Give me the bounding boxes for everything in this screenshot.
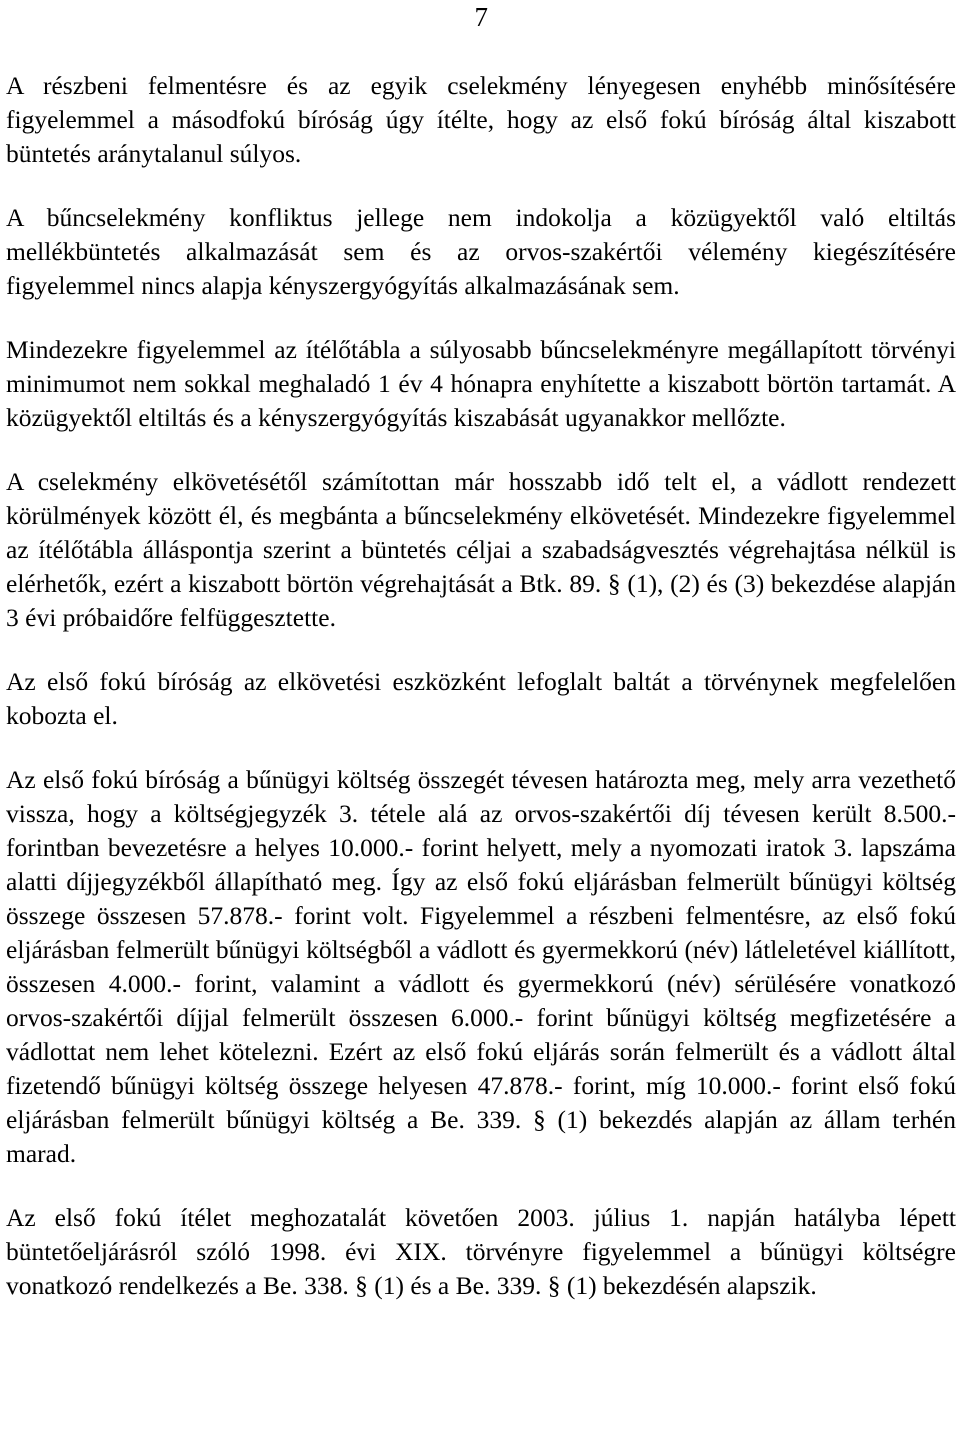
paragraph-sentence-reduction: Mindezekre figyelemmel az ítélőtábla a súlyosabb bűncselekményre megállapított törvényi minimumot nem sokkal meghaladó 1 év 4 hónapra enyhítette a kiszabott börtön tartamát. A közügyektől eltiltás és a kényszergyógyítás kiszabását ugyanakkor mellőzte. <box>6 335 956 432</box>
document-body <box>6 69 956 1333</box>
paragraph-confiscation: Az első fokú bíróság az elkövetési eszközként lefoglalt baltát a törvénynek megfelelően kobozta el. <box>6 667 956 730</box>
page-number: 7 <box>474 2 488 32</box>
paragraph-criminal-costs: Az első fokú bíróság a bűnügyi költség összegét tévesen határozta meg, mely arra vezethető vissza, hogy a költségjegyzék 3. tétele alá az orvos-szakértői díj tévesen került 8.500.- forintban bevezetésre a helyes 10.000.- forint helyett, mely a nyomozati iratok 3. lapszáma alatti díjjegyzékből állapítható meg. Így az első fokú eljárásban felmerült bűnügyi költség összege összesen 57.878.- forint volt. Figyelemmel a részbeni felmentésre, az első fokú eljárásban felmerült bűnügyi költségből a vádlott és gyermekkorú (név) látleletével kiállított, összesen 4.000.- forint, valamint a vádlott és gyermekkorú (név) sérülésére vonatkozó orvos-szakértői díjjal felmerült összesen 6.000.- forint bűnügyi költség megfizetésére a vádlottat nem lehet kötelezni. Ezért az első fokú eljárás során felmerült és a vádlott által fizetendő bűnügyi költség összege helyesen 47.878.- forint, míg 10.000.- forint első fokú eljárásban felmerült bűnügyi költség a Be. 339. § (1) bekezdés alapján az állam terhén marad. <box>6 765 956 1168</box>
paragraph-partial-acquittal: A részbeni felmentésre és az egyik cselekmény lényegesen enyhébb minősítésére figyelemmel a másodfokú bíróság úgy ítélte, hogy az első fokú bíróság által kiszabott büntetés aránytalanul súlyos. <box>6 71 956 168</box>
paragraph-legal-basis: Az első fokú ítélet meghozatalát követően 2003. július 1. napján hatályba lépett büntetőeljárásról szóló 1998. évi XIX. törvényre figyelemmel a bűnügyi költségre vonatkozó rendelkezés a Be. 338. § (1) és a Be. 339. § (1) bekezdésén alapszik. <box>6 1203 956 1300</box>
paragraph-conflict-nature: A bűncselekmény konfliktus jellege nem indokolja a közügyektől való eltiltás mellékbüntetés alkalmazását sem és az orvos-szakértői vélemény kiegészítésére figyelemmel nincs alapja kényszergyógyítás alkalmazásának sem. <box>6 203 956 300</box>
paragraph-suspension: A cselekmény elkövetésétől számítottan már hosszabb idő telt el, a vádlott rendezett körülmények között él, és megbánta a bűncselekmény elkövetését. Mindezekre figyelemmel az ítélőtábla álláspontja szerint a büntetés céljai a szabadságvesztés végrehajtása nélkül is elérhetők, ezért a kiszabott börtön végrehajtását a Btk. 89. § (1), (2) és (3) bekezdése alapján 3 évi próbaidőre felfüggesztette. <box>6 467 956 632</box>
